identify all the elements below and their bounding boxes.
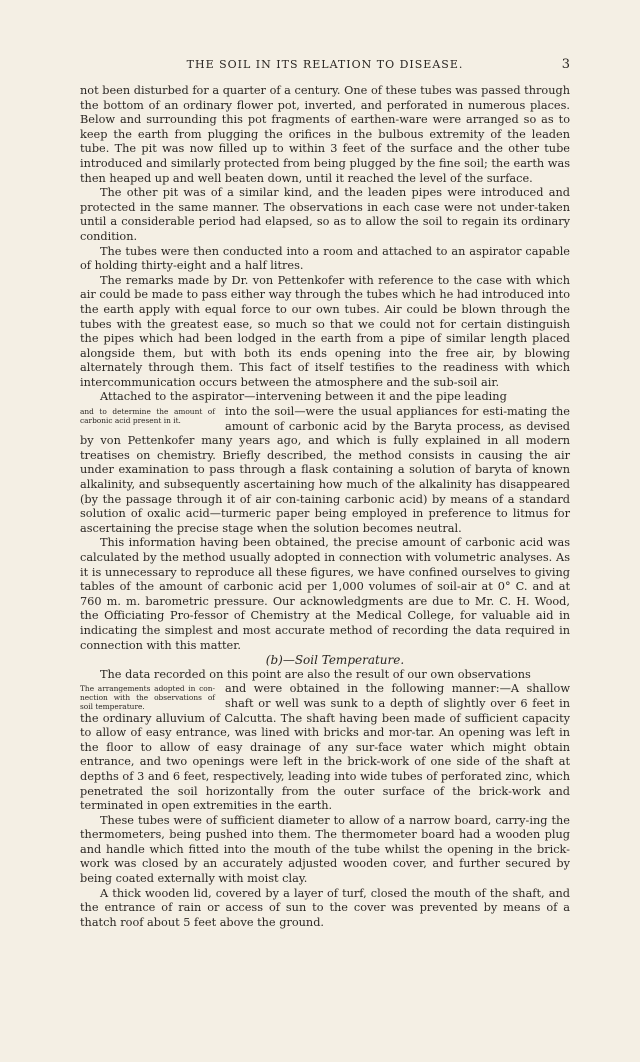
paragraph-text: into the soil—were the usual appliances for esti-mating the amount of carbonic acid by the Baryta process, as devised by von Pettenkofer many years ago, and which is fully explained in all modern treatises on chemistry. Briefly described, the method consists in causing the air under examination to pass through a flask containing a solution of baryta of known alkalinity, and subsequently ascertaining how much of the alkalinity has disappeared (by the passage through it of air con-taining carbonic acid) by means of a standard solution of oxalic acid—turmeric paper being employed in preference to litmus for ascertaining the precise stage when the solution becomes neutral. bbox=[80, 405, 570, 535]
paragraph: not been disturbed for a quarter of a century. One of these tubes was passed through the bottom of an ordinary flower pot, inverted, and perforated in numerous places. Below and surrounding this pot fragments of earthen-ware were arranged so as to keep the earth from plugging the orifices in the bulbous extremity of the leaden tube. The pit was now filled up to within 3 feet of the surface and the other tube introduced and similarly protected from being plugged by the fine soil; the earth was then heaped up and well beaten down, until it reached the level of the surface. bbox=[80, 84, 570, 185]
paragraph-intro: The data recorded on this point are also the result of our own observations bbox=[100, 667, 531, 681]
body-text bbox=[80, 84, 570, 930]
paragraph: The remarks made by Dr. von Pettenkofer with reference to the case with which air could be made to pass either way through the tubes which he had introduced into the earth apply with equal force to our own tubes. Air could be blown through the tubes with the greatest ease, so much so that we could not for certain distinguish the pipes which had been lodged in the earth from a pipe of similar length placed alongside them, but with both its ends opening into the free air, by blowing alternately through them. This fact of itself testifies to the readiness with which intercommunication occurs between the atmosphere and the sub-soil air. bbox=[80, 273, 570, 389]
running-title: THE SOIL IN ITS RELATION TO DISEASE. bbox=[186, 58, 464, 71]
paragraph-text: and were obtained in the following manner:—A shallow shaft or well was sunk to a depth of slightly over 6 feet in the ordinary alluvium of Calcutta. The shaft having been made of sufficient capacity to allow of easy entrance, was lined with bricks and mor-tar. An opening was left in the floor to allow of easy drainage of any sur-face water which might obtain entrance, and two openings were left in the brick-work of one side of the shaft at depths of 3 and 6 feet, respectively, leading into wide tubes of perforated zinc, which penetrated the soil horizontally from the outer surface of the brick-work and terminated in open extremities in the earth. bbox=[80, 682, 570, 813]
paragraph: A thick wooden lid, covered by a layer of turf, closed the mouth of the shaft, and the entrance of rain or access of sun to the cover was prevented by means of a thatch roof about 5 feet above the ground. bbox=[80, 886, 570, 929]
paragraph: The other pit was of a similar kind, and the leaden pipes were introduced and protected in the same manner. The observations in each case were not under-taken until a considerable period had elapsed, so as to allow the soil to regain its ordinary condition. bbox=[80, 186, 570, 243]
paragraph-intro: Attached to the aspirator—intervening between it and the pipe leading bbox=[100, 390, 507, 404]
paragraph: The tubes were then conducted into a room and attached to an aspirator capable of holding thirty-eight and a half litres. bbox=[80, 244, 570, 273]
paragraph: These tubes were of sufficient diameter to allow of a narrow board, carry-ing the thermometers, being pushed into them. The thermometer board had a wooden plug and handle which fitted into the mouth of the tube whilst the opening in the brick-work was closed by an accurately adjusted wooden cover, and further secured by being coated externally with moist clay. bbox=[80, 813, 570, 886]
page-number: 3 bbox=[561, 57, 570, 72]
margin-note: The arrangements adopted in con-nection with the observations of soil temperature. bbox=[80, 684, 215, 712]
running-header bbox=[80, 58, 570, 76]
paragraph-with-sidenote bbox=[80, 405, 570, 536]
paragraph-with-sidenote bbox=[80, 682, 570, 813]
section-subheading: (b)—Soil Temperature. bbox=[265, 653, 405, 668]
margin-note: and to determine the amount of carbonic acid present in it. bbox=[80, 407, 215, 426]
paragraph: This information having been obtained, the precise amount of carbonic acid was calculated by the method usually adopted in connection with volumetric analyses. As it is unnecessary to reproduce all these figures, we have confined ourselves to giving tables of the amount of carbonic acid per 1,000 volumes of soil-air at 0° C. and at 760 m. m. barometric pressure. Our acknowledgments are due to Mr. C. H. Wood, the Officiating Pro-fessor of Chemistry at the Medical College, for valuable aid in indicating the simplest and most accurate method of recording the data required in connection with this matter. bbox=[80, 536, 570, 652]
